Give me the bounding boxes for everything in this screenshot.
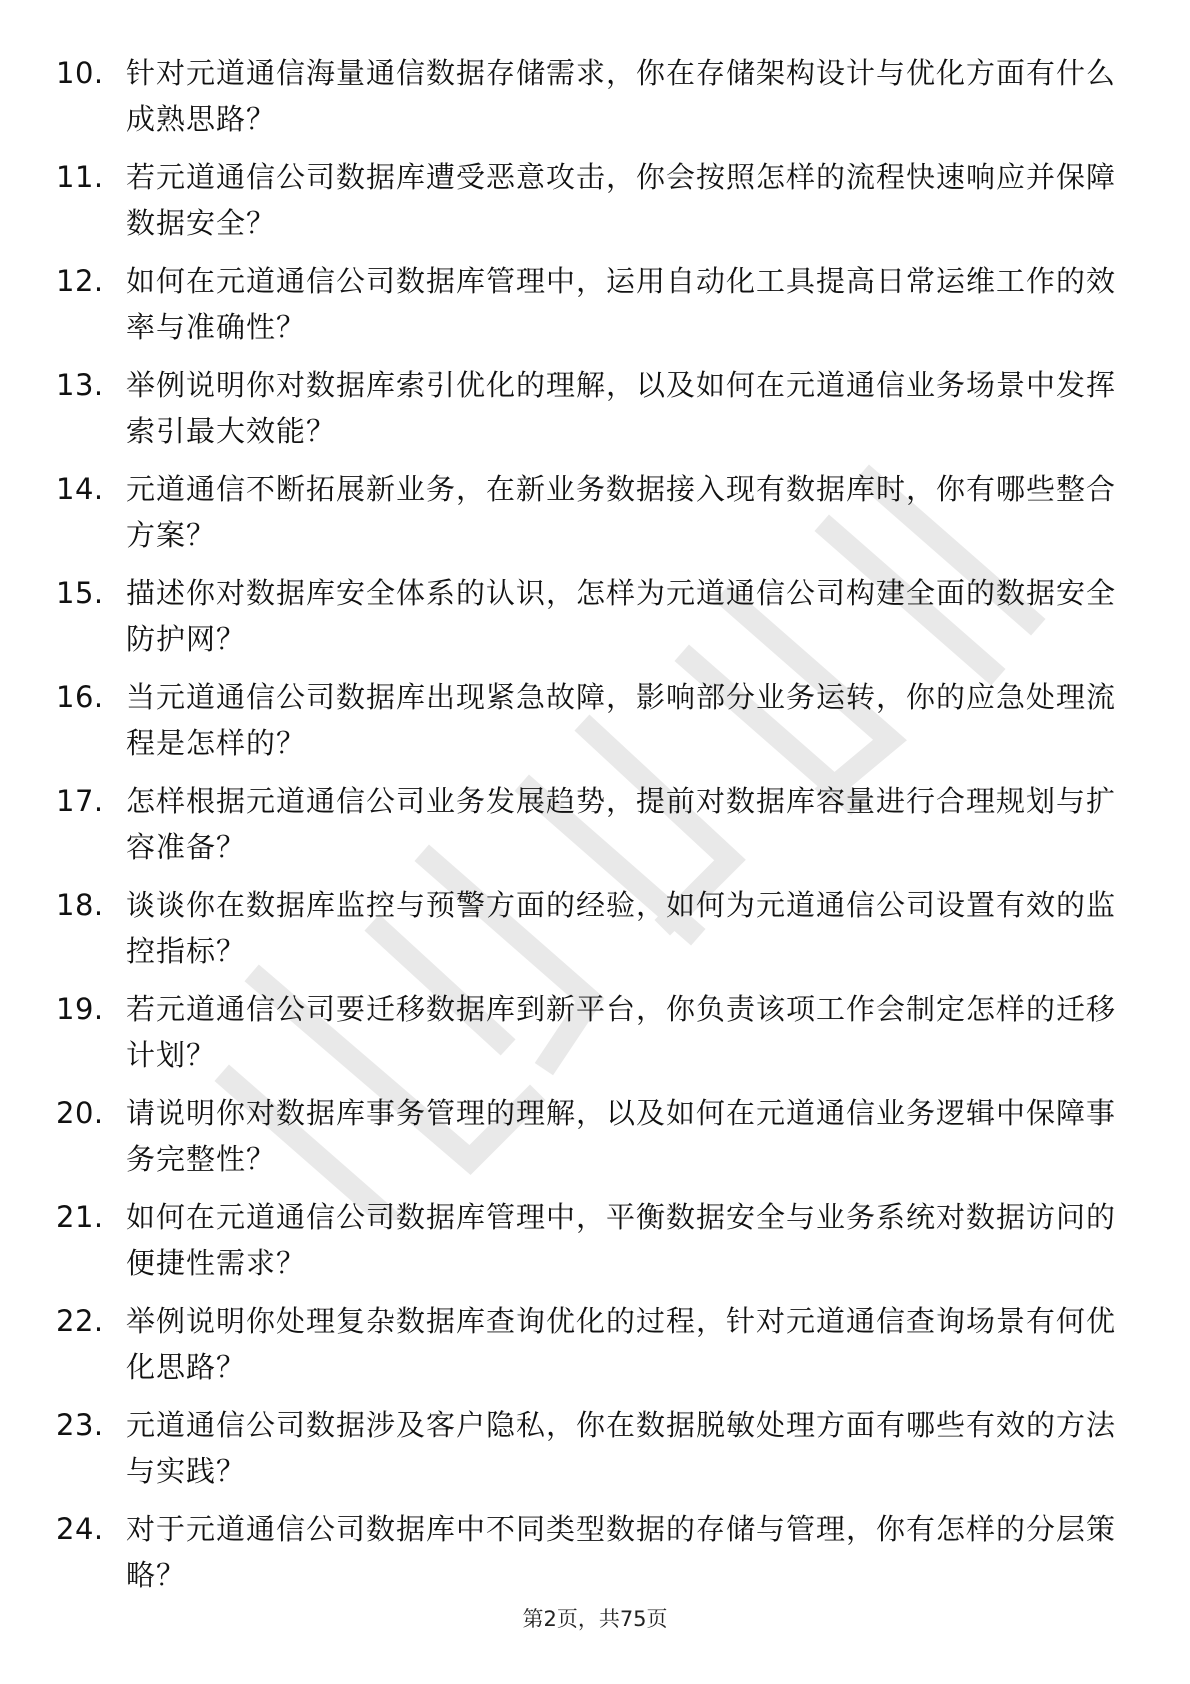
question-number: 24. <box>56 1512 104 1546</box>
question-number: 20. <box>56 1096 104 1130</box>
question-text: 怎样根据元道通信公司业务发展趋势，提前对数据库容量进行合理规划与扩容准备？ <box>126 784 1117 864</box>
question-item <box>56 1298 1116 1402</box>
question-text: 如何在元道通信公司数据库管理中，平衡数据安全与业务系统对数据访问的便捷性需求？ <box>126 1200 1117 1280</box>
question-number: 19. <box>56 992 104 1026</box>
page-footer <box>0 1604 1190 1634</box>
question-item <box>56 1506 1116 1610</box>
question-number: 21. <box>56 1200 104 1234</box>
question-text: 当元道通信公司数据库出现紧急故障，影响部分业务运转，你的应急处理流程是怎样的？ <box>126 680 1117 760</box>
question-item <box>56 882 1116 986</box>
question-text: 若元道通信公司要迁移数据库到新平台，你负责该项工作会制定怎样的迁移计划？ <box>126 992 1117 1072</box>
question-number: 16. <box>56 680 104 714</box>
question-number: 10. <box>56 56 104 90</box>
question-item <box>56 1402 1116 1506</box>
question-item <box>56 1194 1116 1298</box>
question-number: 13. <box>56 368 104 402</box>
question-number: 18. <box>56 888 104 922</box>
question-item <box>56 986 1116 1090</box>
question-number: 15. <box>56 576 104 610</box>
question-item <box>56 466 1116 570</box>
question-number: 23. <box>56 1408 104 1442</box>
question-text: 举例说明你处理复杂数据库查询优化的过程，针对元道通信查询场景有何优化思路？ <box>126 1304 1117 1384</box>
question-text: 若元道通信公司数据库遭受恶意攻击，你会按照怎样的流程快速响应并保障数据安全？ <box>126 160 1117 240</box>
question-item <box>56 674 1116 778</box>
question-item <box>56 570 1116 674</box>
question-item <box>56 778 1116 882</box>
page-number-label: 第2页，共75页 <box>522 1607 668 1631</box>
question-text: 元道通信公司数据涉及客户隐私，你在数据脱敏处理方面有哪些有效的方法与实践？ <box>126 1408 1117 1488</box>
question-number: 22. <box>56 1304 104 1338</box>
question-text: 针对元道通信海量通信数据存储需求，你在存储架构设计与优化方面有什么成熟思路？ <box>126 56 1117 136</box>
question-list <box>56 50 1116 1610</box>
question-item <box>56 1090 1116 1194</box>
question-item <box>56 50 1116 154</box>
question-number: 14. <box>56 472 104 506</box>
question-number: 17. <box>56 784 104 818</box>
question-item <box>56 362 1116 466</box>
question-item <box>56 258 1116 362</box>
question-text: 描述你对数据库安全体系的认识，怎样为元道通信公司构建全面的数据安全防护网？ <box>126 576 1117 656</box>
question-text: 如何在元道通信公司数据库管理中，运用自动化工具提高日常运维工作的效率与准确性？ <box>126 264 1117 344</box>
question-item <box>56 154 1116 258</box>
question-text: 举例说明你对数据库索引优化的理解，以及如何在元道通信业务场景中发挥索引最大效能？ <box>126 368 1117 448</box>
question-text: 元道通信不断拓展新业务，在新业务数据接入现有数据库时，你有哪些整合方案？ <box>126 472 1117 552</box>
question-text: 请说明你对数据库事务管理的理解，以及如何在元道通信业务逻辑中保障事务完整性？ <box>126 1096 1117 1176</box>
question-number: 12. <box>56 264 104 298</box>
question-text: 对于元道通信公司数据库中不同类型数据的存储与管理，你有怎样的分层策略？ <box>126 1512 1117 1592</box>
question-number: 11. <box>56 160 104 194</box>
question-text: 谈谈你在数据库监控与预警方面的经验，如何为元道通信公司设置有效的监控指标？ <box>126 888 1117 968</box>
